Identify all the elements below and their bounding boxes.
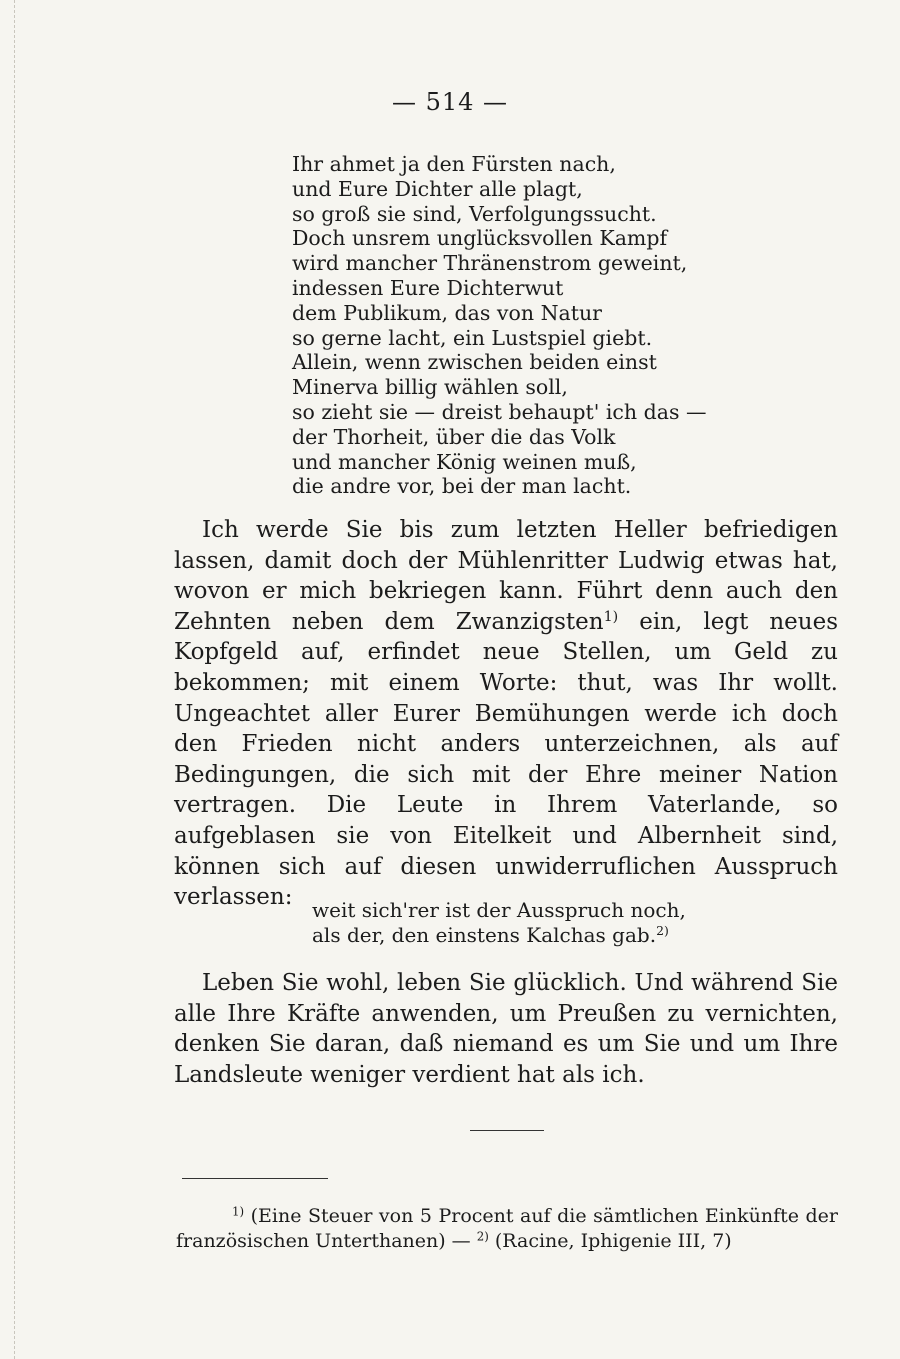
footnote-text: (Eine Steuer von 5 Procent auf die sämtlichen Einkünfte der französischen Unterthanen) — [176,1205,838,1252]
verse-line: wird mancher Thränenstrom geweint, [292,251,688,276]
footnote-divider [182,1178,328,1179]
quote-block [312,898,732,948]
verse-line: indessen Eure Dichterwut [292,275,564,300]
page-edge-divider [14,0,15,1359]
footnote-reference: 1) [603,608,619,625]
footnote-marker: 1) [232,1204,245,1219]
body-paragraph-2: Leben Sie wohl, leben Sie glücklich. Und während Sie alle Ihre Kräfte anwenden, um Preußen zu vernichten, denken Sie daran, daß niemand es um Sie und um Ihre Landsleute weniger verdient hat als ich. [174,970,838,1088]
footnote-reference: 2) [656,923,669,939]
verse-block [292,152,712,499]
footnotes [176,1204,838,1254]
verse-line: der Thorheit, über die das Volk [292,424,616,449]
verse-line: und Eure Dichter alle plagt, [292,176,583,201]
verse-line: Allein, wenn zwischen beiden einst [292,350,657,375]
paragraph-text: ein, legt neues Kopfgeld auf, erfindet neue Stellen, um Geld zu bekommen; mit einem Worte: thut, was Ihr wollt. Ungeachtet aller Eurer Bemühungen werde ich doch den Frieden nicht anders unterzeichnen, als auf Bedingungen, die sich mit der Ehre meiner Nation vertragen. Die Leute in Ihrem Vaterlande, so aufgeblasen sie von Eitelkeit und Albernheit sind, können sich auf diesen unwiderruflichen Ausspruch verlassen: [174,608,839,911]
quote-line [312,923,732,948]
verse-line: Ihr ahmet ja den Fürsten nach, [292,152,616,176]
verse-line: so gerne lacht, ein Lustspiel giebt. [292,325,653,350]
body-paragraph-1 [174,515,838,913]
verse-line: Doch unsrem unglücksvollen Kampf [292,226,668,251]
verse-line: und mancher König weinen muß, [292,449,637,474]
page-number: — 514 — [391,88,509,116]
paragraph-text: Ich werde Sie bis zum letzten Heller befriedigen lassen, damit doch der Mühlenritter Ludwig etwas hat, wovon er mich bekriegen kann. Führt denn auch den Zehnten neben dem Zwanzigsten [174,517,838,635]
footnote-text: (Racine, Iphigenie III, 7) [488,1230,732,1252]
verse-line: die andre vor, bei der man lacht. [292,474,632,499]
verse-line: so zieht sie — dreist behaupt' ich das — [292,399,707,424]
verse-line: Minerva billig wählen soll, [292,375,568,400]
verse-line: dem Publikum, das von Natur [292,300,602,325]
verse-line: so groß sie sind, Verfolgungssucht. [292,201,657,226]
footnote-marker: 2) [476,1229,489,1244]
quote-line: weit sich'rer ist der Ausspruch noch, [312,898,686,922]
quote-text: als der, den einstens Kalchas gab. [312,923,657,947]
section-divider [470,1130,544,1131]
